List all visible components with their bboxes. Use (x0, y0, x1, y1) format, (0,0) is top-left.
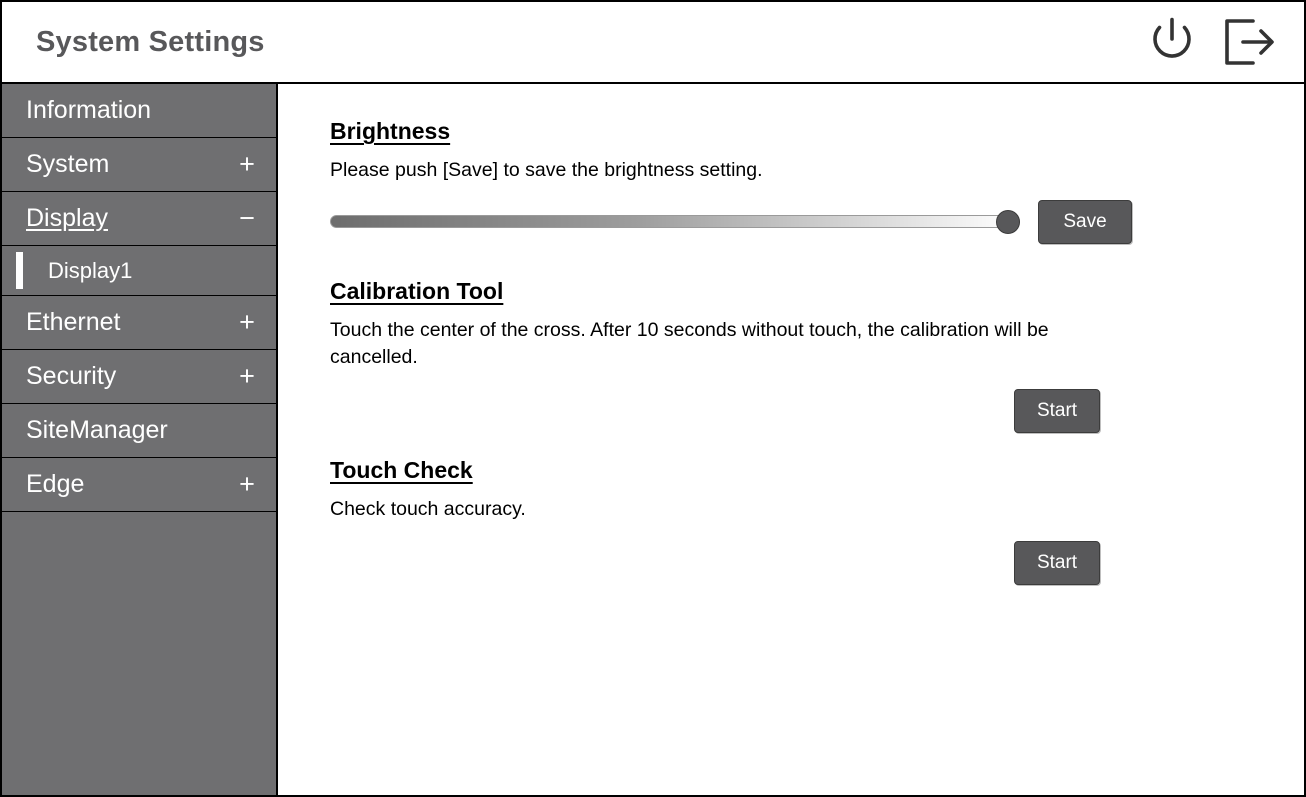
sidebar-item-edge[interactable] (2, 458, 276, 512)
power-icon[interactable] (1144, 13, 1200, 71)
brightness-description: Please push [Save] to save the brightness setting. (330, 159, 763, 181)
plus-icon: + (239, 149, 255, 179)
settings-content (278, 84, 1304, 795)
sidebar-subitem-label: Display1 (48, 257, 133, 283)
spacer (330, 250, 1264, 278)
sidebar-item-security[interactable] (2, 350, 276, 404)
touch-check-section (330, 457, 1264, 585)
sidebar-subitem-display1[interactable] (2, 246, 276, 296)
calibration-start-button[interactable]: Start (1014, 389, 1100, 433)
touch-check-start-button[interactable]: Start (1014, 541, 1100, 585)
app-body (2, 84, 1304, 795)
brightness-control-row (330, 200, 1264, 244)
sidebar-item-ethernet[interactable] (2, 296, 276, 350)
save-button[interactable]: Save (1038, 200, 1132, 244)
sidebar-item-label: System (26, 150, 110, 178)
brightness-slider[interactable] (330, 207, 1020, 237)
touch-check-description: Check touch accuracy. (330, 497, 526, 520)
calibration-description: Touch the center of the cross. After 10 seconds without touch, the calibration will be cancelled. (330, 318, 1049, 368)
touch-check-action-row (330, 541, 1264, 585)
sidebar-item-label: SiteManager (26, 416, 168, 444)
brightness-title: Brightness (330, 118, 451, 144)
calibration-section (330, 278, 1264, 433)
brightness-slider-thumb[interactable] (996, 210, 1020, 234)
plus-icon: + (239, 307, 255, 337)
spacer (330, 371, 1264, 389)
sidebar-item-display[interactable] (2, 192, 276, 246)
sidebar-item-label: Information (26, 96, 152, 124)
logout-icon-glyph (1223, 17, 1277, 67)
sidebar-item-label: Display (26, 204, 108, 232)
spacer (330, 523, 1264, 541)
brightness-slider-track (330, 215, 1020, 228)
sidebar-item-information[interactable] (2, 84, 276, 138)
brightness-section (330, 118, 1264, 244)
touch-check-title: Touch Check (330, 456, 473, 483)
sidebar-item-label: Security (26, 362, 117, 390)
sidebar-item-label: Ethernet (26, 308, 121, 336)
sidebar-empty-area (2, 512, 276, 795)
sidebar-item-sitemanager[interactable] (2, 404, 276, 458)
app-header (2, 2, 1304, 84)
spacer (330, 439, 1264, 457)
power-icon-glyph (1149, 17, 1195, 67)
calibration-action-row (330, 389, 1264, 433)
sidebar (2, 84, 278, 795)
logout-icon[interactable] (1222, 13, 1278, 71)
plus-icon: + (239, 469, 255, 499)
header-actions (1144, 13, 1278, 71)
calibration-title: Calibration Tool (330, 277, 504, 304)
plus-icon: + (239, 361, 255, 391)
sidebar-item-label: Edge (26, 470, 85, 498)
page-title: System Settings (36, 25, 265, 58)
sidebar-item-system[interactable] (2, 138, 276, 192)
minus-icon: − (239, 203, 255, 233)
